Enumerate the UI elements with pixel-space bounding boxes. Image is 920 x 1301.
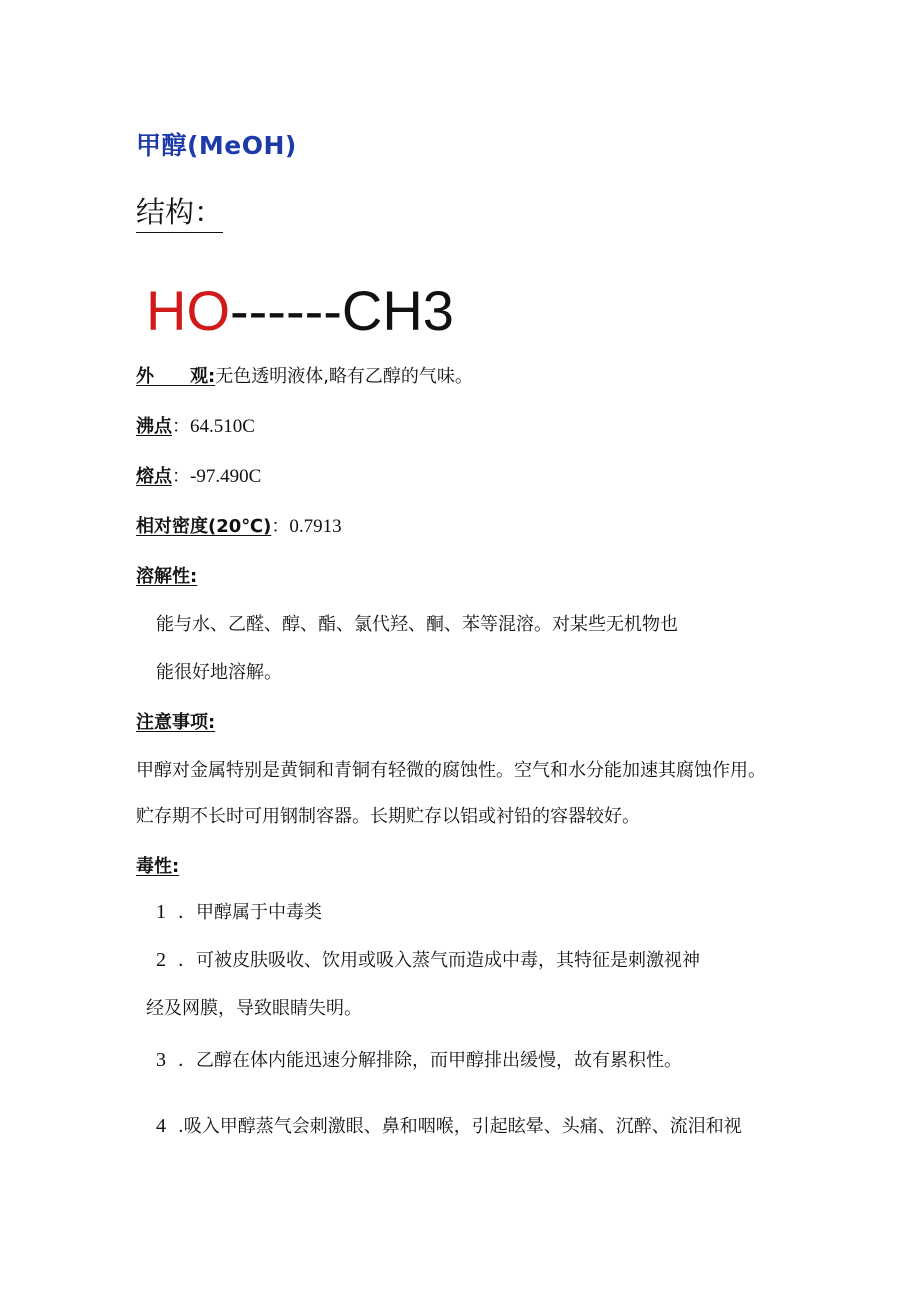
boiling-point-row	[136, 412, 255, 438]
solubility-text-line1: 能与水、乙醛、醇、酯、氯代羟、酮、苯等混溶。对某些无机物也	[156, 614, 678, 635]
appearance-row	[136, 362, 473, 388]
melting-point-value: -97.490C	[190, 466, 262, 487]
notes-text-line1: 甲醇对金属特别是黄铜和青铜有轻微的腐蚀性。空气和水分能加速其腐蚀作用。	[136, 760, 766, 781]
solubility-text-line2: 能很好地溶解。	[156, 662, 282, 683]
melting-point-sep: ：	[172, 466, 190, 487]
notes-heading	[136, 708, 215, 734]
appearance-label: 外 观:	[136, 366, 216, 387]
toxicity-item-text: ．乙醇在体内能迅速分解排除，而甲醇排出缓慢，故有累积性。	[178, 1050, 682, 1071]
toxicity-label: 毒性:	[136, 856, 180, 877]
structure-heading: 结构：	[136, 190, 223, 233]
density-row	[136, 512, 342, 538]
formula-ch3: CH3	[341, 279, 454, 342]
density-sep: ：	[271, 516, 290, 537]
toxicity-item-1	[156, 898, 322, 924]
toxicity-item-number: 1	[156, 901, 166, 923]
solubility-heading	[136, 562, 197, 588]
formula-ho: HO	[146, 279, 230, 342]
formula-bond: ------	[230, 279, 342, 342]
density-label: 相对密度(20℃)	[136, 516, 272, 537]
toxicity-item-text: ．甲醇属于中毒类	[178, 902, 322, 923]
toxicity-item-4	[156, 1112, 742, 1138]
boiling-point-value: 64.510C	[190, 416, 255, 437]
toxicity-item-number: 3	[156, 1049, 166, 1071]
toxicity-item-text: .吸入甲醇蒸气会刺激眼、鼻和咽喉，引起眩晕、头痛、沉醉、流泪和视	[178, 1116, 742, 1137]
solubility-label: 溶解性:	[136, 566, 198, 587]
toxicity-item-2-continued	[146, 994, 362, 1020]
melting-point-row	[136, 462, 261, 488]
notes-text-line2: 贮存期不长时可用钢制容器。长期贮存以铝或衬铅的容器较好。	[136, 806, 640, 827]
toxicity-item-number: 4	[156, 1115, 166, 1137]
structural-formula	[146, 278, 454, 343]
toxicity-heading	[136, 852, 179, 878]
toxicity-item-3	[156, 1046, 682, 1072]
appearance-value: 无色透明液体,略有乙醇的气味。	[215, 366, 473, 387]
density-value: 0.7913	[289, 516, 342, 537]
page-title: 甲醇(MeOH)	[136, 131, 297, 160]
melting-point-label: 熔点	[136, 466, 172, 487]
notes-label: 注意事项:	[136, 712, 216, 733]
toxicity-item-text: 经及网膜，导致眼睛失明。	[146, 998, 362, 1019]
boiling-point-label: 沸点	[136, 416, 172, 437]
toxicity-item-2	[156, 946, 700, 972]
boiling-point-sep: ：	[172, 416, 190, 437]
toxicity-item-number: 2	[156, 949, 166, 971]
toxicity-item-text: ．可被皮肤吸收、饮用或吸入蒸气而造成中毒，其特征是刺激视神	[178, 950, 700, 971]
